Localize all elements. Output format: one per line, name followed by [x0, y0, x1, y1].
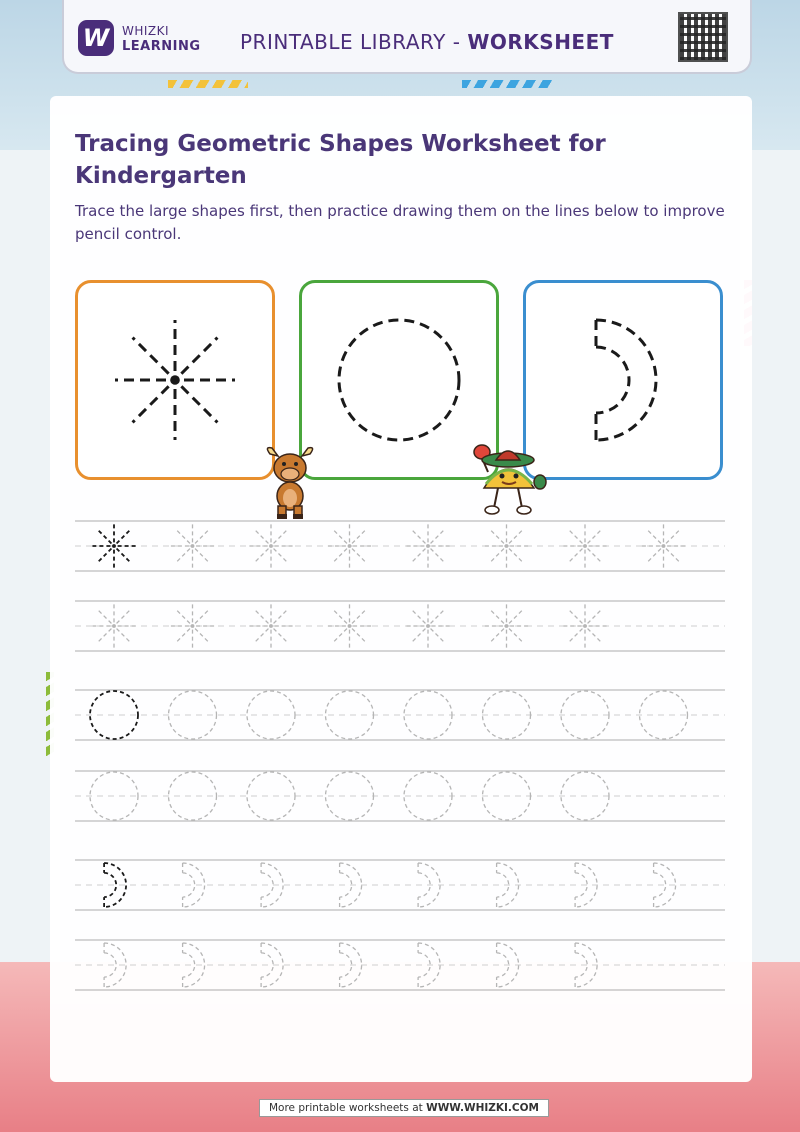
page-header — [62, 0, 752, 74]
shape-box-star — [75, 280, 275, 480]
decor-stripe-blue — [462, 80, 552, 88]
decor-stripe-yellow — [168, 80, 248, 88]
logo-text-whizki: WHIZKI — [122, 24, 170, 38]
logo-text-learning: LEARNING — [122, 39, 201, 54]
qr-code-icon[interactable] — [678, 12, 728, 62]
half-circle-trace-shape — [526, 283, 720, 477]
worksheet-instructions: Trace the large shapes first, then practice drawing them on the lines below to improve pencil control. — [75, 202, 725, 243]
library-title: PRINTABLE LIBRARY - WORKSHEET — [240, 30, 614, 54]
taco-mascot-icon — [464, 442, 554, 518]
star-burst-trace-shape — [78, 283, 272, 477]
footer-banner[interactable]: More printable worksheets at WWW.WHIZKI.COM — [259, 1099, 549, 1117]
worksheet-title: Tracing Geometric Shapes Worksheet for Kindergarten — [75, 131, 606, 189]
whizki-logo-icon[interactable]: W — [78, 20, 114, 56]
bull-mascot-icon — [262, 444, 318, 520]
